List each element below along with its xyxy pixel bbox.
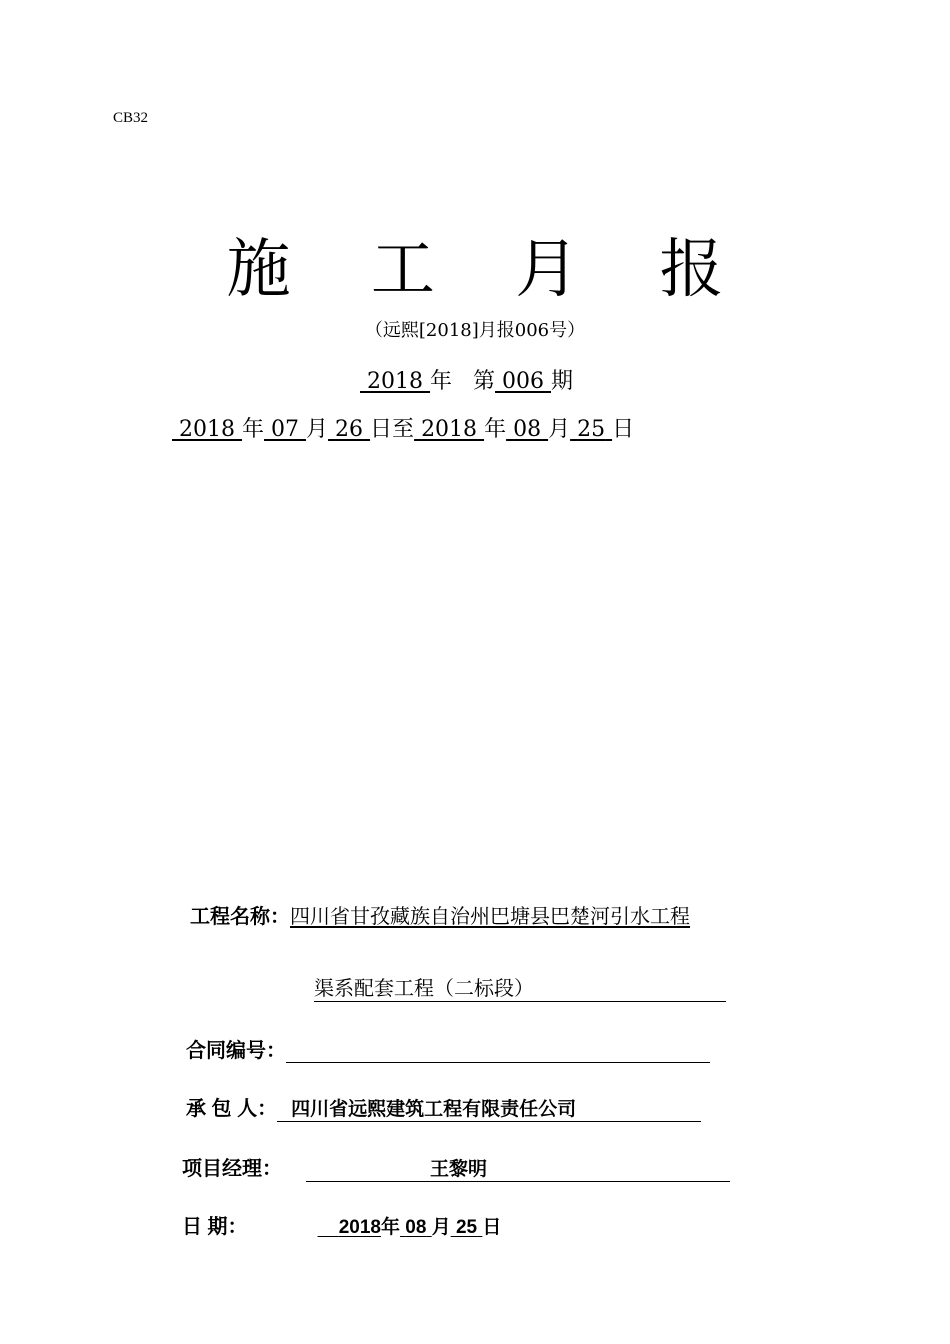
- period-end-day: 25: [577, 417, 606, 442]
- contractor-value: 四川省远熙建筑工程有限责任公司: [277, 1094, 701, 1122]
- contractor-row: [186, 1092, 701, 1122]
- issue-year-suffix: 年: [430, 369, 453, 394]
- page-title: 施 工 月 报: [226, 233, 754, 307]
- date-row: 日 期： 2018年 08 月 25 日: [182, 1216, 502, 1238]
- period-end-month: 08: [513, 417, 542, 442]
- date-month: 08: [405, 1217, 427, 1238]
- contractor-label: 承 包 人：: [186, 1098, 278, 1120]
- manager-row: [182, 1152, 730, 1182]
- period-start-year: 2018: [179, 417, 235, 442]
- period-to: 至: [392, 417, 415, 442]
- project-name-row: [190, 900, 690, 929]
- document-number: （远熙[2018]月报006号）: [364, 320, 586, 341]
- project-name-value-2: 渠系配套工程（二标段）: [314, 972, 726, 1002]
- contract-label: 合同编号：: [186, 1040, 286, 1062]
- project-name-label: 工程名称：: [190, 906, 290, 928]
- manager-label: 项目经理：: [182, 1158, 282, 1180]
- contract-value: [286, 1040, 710, 1063]
- period-end-year: 2018: [421, 417, 478, 442]
- issue-line: [360, 364, 573, 395]
- project-name-continuation: [314, 972, 726, 1002]
- date-year: 2018: [338, 1217, 381, 1238]
- report-period: 2018 年 07 月 26 日至 2018 年 08 月 25 日: [172, 412, 634, 443]
- issue-suffix: 期: [551, 369, 574, 394]
- manager-value: 王黎明: [306, 1154, 730, 1182]
- issue-number: 006: [502, 369, 545, 394]
- date-day: 25: [455, 1217, 478, 1238]
- form-code: CB32: [113, 110, 149, 126]
- date-label: 日 期：: [182, 1216, 248, 1238]
- period-start-day: 26: [335, 417, 364, 442]
- contract-row: [186, 1034, 710, 1063]
- period-start-month: 07: [271, 417, 300, 442]
- issue-year: 2018: [367, 369, 423, 394]
- issue-prefix: 第: [473, 369, 496, 394]
- project-name-value: 四川省甘孜藏族自治州巴塘县巴楚河引水工程: [290, 906, 690, 928]
